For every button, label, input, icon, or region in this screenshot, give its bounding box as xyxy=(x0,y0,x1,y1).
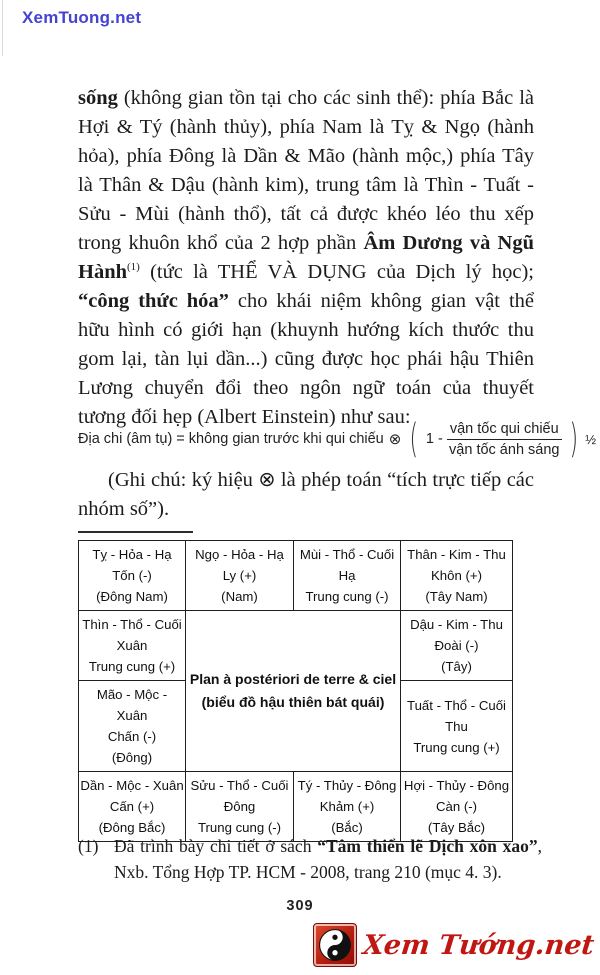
table-cell-tuat: Tuất - Thổ - Cuối Thu Trung cung (+) xyxy=(401,681,513,772)
close-paren: ) xyxy=(569,416,578,462)
footnote-book-title: “Tâm thiển lẽ Dịch xôn xao” xyxy=(317,836,538,856)
paragraph-text: (tức là THỂ VÀ DỤNG của Dịch lý học); xyxy=(139,261,534,283)
formula-one-minus: 1 - xyxy=(425,431,443,447)
formula-lhs: Địa chi (âm tụ) = không gian trước khi qui chiếu xyxy=(78,431,384,447)
table-cell-suu: Sửu - Thổ - Cuối Đông Trung cung (-) xyxy=(186,772,294,842)
publisher-brand-link[interactable] xyxy=(313,923,594,967)
formula-exponent: ½ xyxy=(585,431,597,447)
footnote xyxy=(78,833,542,885)
table-cell-ty-thuy: Tý - Thủy - Đông Khảm (+) (Bắc) xyxy=(294,772,401,842)
yin-yang-icon xyxy=(313,923,357,967)
table-cell-ngo: Ngọ - Hỏa - Hạ Ly (+) (Nam) xyxy=(186,541,294,611)
formula-fraction xyxy=(447,420,562,459)
table-center-caption: Plan à postériori de terre & ciel (biểu đồ hậu thiên bát quái) xyxy=(186,611,401,772)
table-cell-mui: Mùi - Thổ - Cuối Hạ Trung cung (-) xyxy=(294,541,401,611)
table-cell-than: Thân - Kim - Thu Khôn (+) (Tây Nam) xyxy=(401,541,513,611)
bold-lead-word: sống xyxy=(78,87,118,109)
bold-cong-thuc-hoa: “công thức hóa” xyxy=(78,290,229,312)
fraction-numerator: vận tốc qui chiếu xyxy=(447,420,562,440)
site-header-link[interactable]: XemTuong.net xyxy=(22,8,142,27)
open-paren: ( xyxy=(409,416,419,462)
fraction-denominator: vận tốc ánh sáng xyxy=(449,441,560,458)
footnote-marker: (1) xyxy=(78,836,99,856)
ghi-chu-note: (Ghi chú: ký hiệu ⊗ là phép toán “tích trực tiếp các nhóm số”). xyxy=(78,469,534,520)
paragraph-text: (không gian tồn tại cho các sinh thể): phía Bắc là Hợi & Tý (hành thủy), phía Nam là Tỵ & Ngọ (hành hỏa), phía Đông là Dần & Mão (hành mộc,) phía Tây là Thân & Dậu (hành kim), trung tâm là Thìn - Tuất - Sửu - Mùi (hành thổ), tất cả được khéo léo thu xếp trong khuôn khổ của 2 hợp phần xyxy=(78,87,534,254)
table-cell-dan: Dần - Mộc - Xuân Cấn (+) (Đông Bắc) xyxy=(79,772,186,842)
paragraph-text: cho khái niệm không gian vật thể hữu hình có giới hạn (khuynh hướng kích thước thu gom lại, tàn lụi dần...) cũng được học phái hậu Thiên Lương chuyển đổi theo ngôn ngữ toán của thuyết tương đối hẹp (Albert Einstein) như sau: xyxy=(78,290,534,428)
page-number: 309 xyxy=(286,898,314,914)
bold-am-duong-ngu-hanh: Âm Dương và Ngũ Hành xyxy=(78,232,534,283)
table-cell-ty: Tỵ - Hỏa - Hạ Tốn (-) (Đông Nam) xyxy=(79,541,186,611)
footnote-reference: (1) xyxy=(127,261,140,274)
brand-logo-text: Xem Tướng.net xyxy=(361,929,596,961)
scan-artifact-line xyxy=(2,0,3,56)
footnote-separator-rule xyxy=(78,531,193,533)
table-cell-mao: Mão - Mộc - Xuân Chấn (-) (Đông) xyxy=(79,681,186,772)
hau-thien-bat-quai-table xyxy=(78,540,513,842)
table-cell-dau: Dậu - Kim - Thu Đoài (-) (Tây) xyxy=(401,611,513,681)
footnote-text: Đã trình bày chi tiết ở sách xyxy=(114,836,318,856)
table-cell-thin: Thìn - Thổ - Cuối Xuân Trung cung (+) xyxy=(79,611,186,681)
footnote-text: , Nxb. Tổng Hợp TP. HCM - 2008, trang 210 (mục 4. 3). xyxy=(114,836,542,882)
tensor-product-icon: ⊗ xyxy=(388,431,402,448)
body-paragraph xyxy=(78,84,534,432)
relativity-formula xyxy=(78,416,597,462)
table-cell-hoi: Hợi - Thủy - Đông Càn (-) (Tây Bắc) xyxy=(401,772,513,842)
